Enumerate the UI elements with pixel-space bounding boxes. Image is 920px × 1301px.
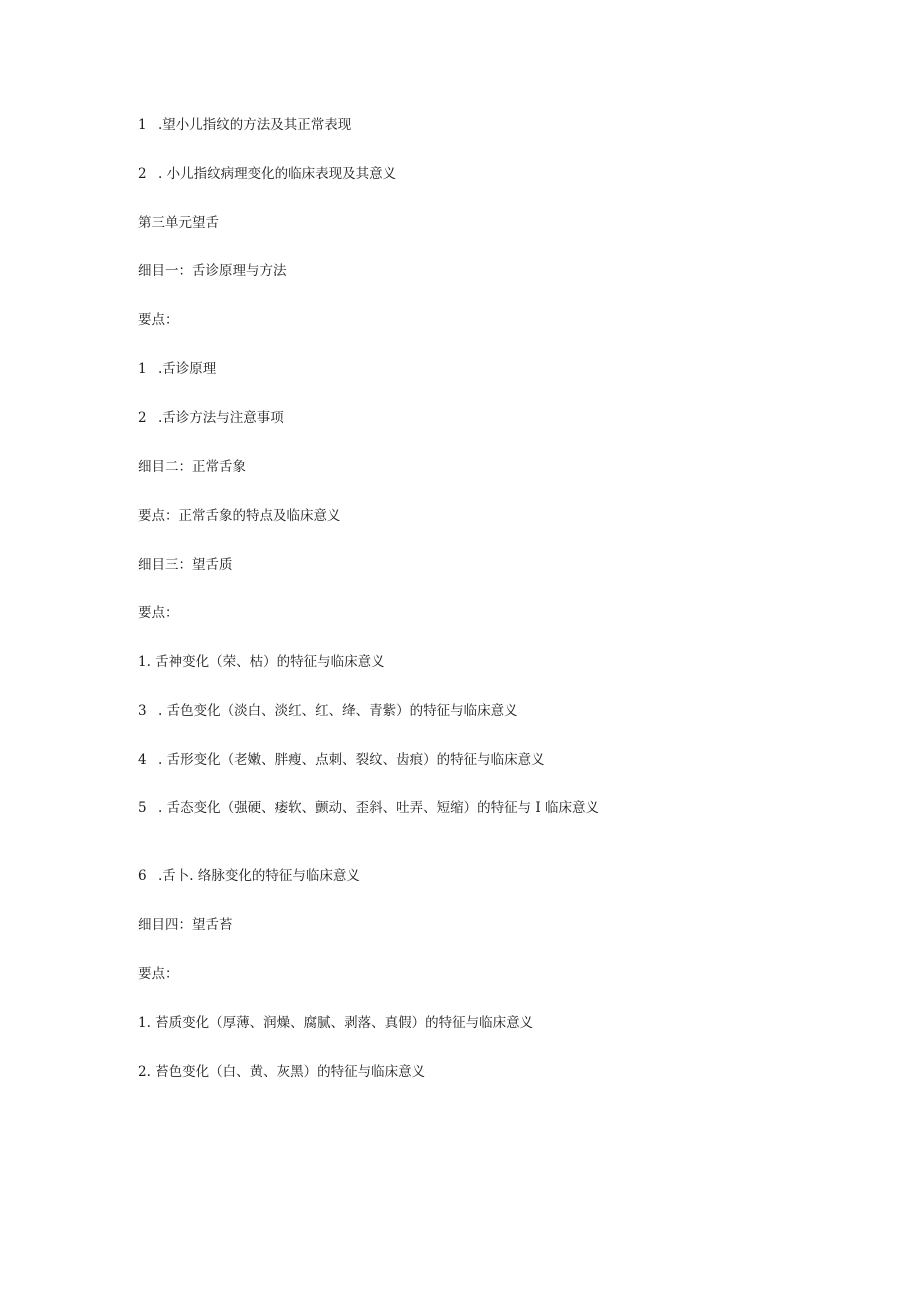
subsection-heading: 细目三：望舌质 [138,557,233,573]
text-line: 1. 苔质变化（厚薄、润燥、腐腻、剥落、真假）的特征与临床意义 [138,1015,534,1031]
subsection-heading: 细目四：望舌苔 [138,917,233,933]
text-line [138,866,608,886]
section-heading: 第三单元望舌 [138,215,219,231]
item-number: 2 [138,166,147,182]
key-points-line: 要点：正常舌象的特点及临床意义 [138,508,341,524]
line-text: .舌诊原理 [158,361,217,377]
key-points-label: 要点： [138,312,179,328]
item-number: 5 [138,800,147,816]
text-line [138,701,608,721]
text-line [138,359,608,379]
line-text: . 舌色变化（淡白、淡红、红、绛、青紫）的特征与临床意义 [158,703,518,719]
item-number: 4 [138,752,147,768]
text-line [138,164,608,184]
line-text: . 舌态变化（强硬、痿软、颤动、歪斜、吐弄、短缩）的特征与 I 临床意义 [158,800,599,816]
item-number: 1 [138,361,147,377]
key-points-label: 要点： [138,966,179,982]
subsection-heading: 细目一：舌诊原理与方法 [138,263,287,279]
subsection-heading: 细目二：正常舌象 [138,459,246,475]
key-points-label: 要点： [138,605,179,621]
item-number: 3 [138,703,147,719]
text-line: 2. 苔色变化（白、黄、灰黑）的特征与临床意义 [138,1064,426,1080]
text-line: 1. 舌神变化（荣、枯）的特征与临床意义 [138,654,385,670]
text-line [138,115,608,135]
text-line [138,750,608,770]
text-line [138,408,608,428]
line-text: . 舌形变化（老嫩、胖瘦、点刺、裂纹、齿痕）的特征与临床意义 [158,752,545,768]
item-number: 1 [138,117,147,133]
line-text: .舌诊方法与注意事项 [158,410,284,426]
item-number: 6 [138,868,147,884]
line-text: .舌卜. 络脉变化的特征与临床意义 [158,868,360,884]
text-line [138,798,600,818]
item-number: 2 [138,410,147,426]
line-text: . 小儿指纹病理变化的临床表现及其意义 [158,166,397,182]
line-text: .望小儿指纹的方法及其正常表现 [158,117,352,133]
